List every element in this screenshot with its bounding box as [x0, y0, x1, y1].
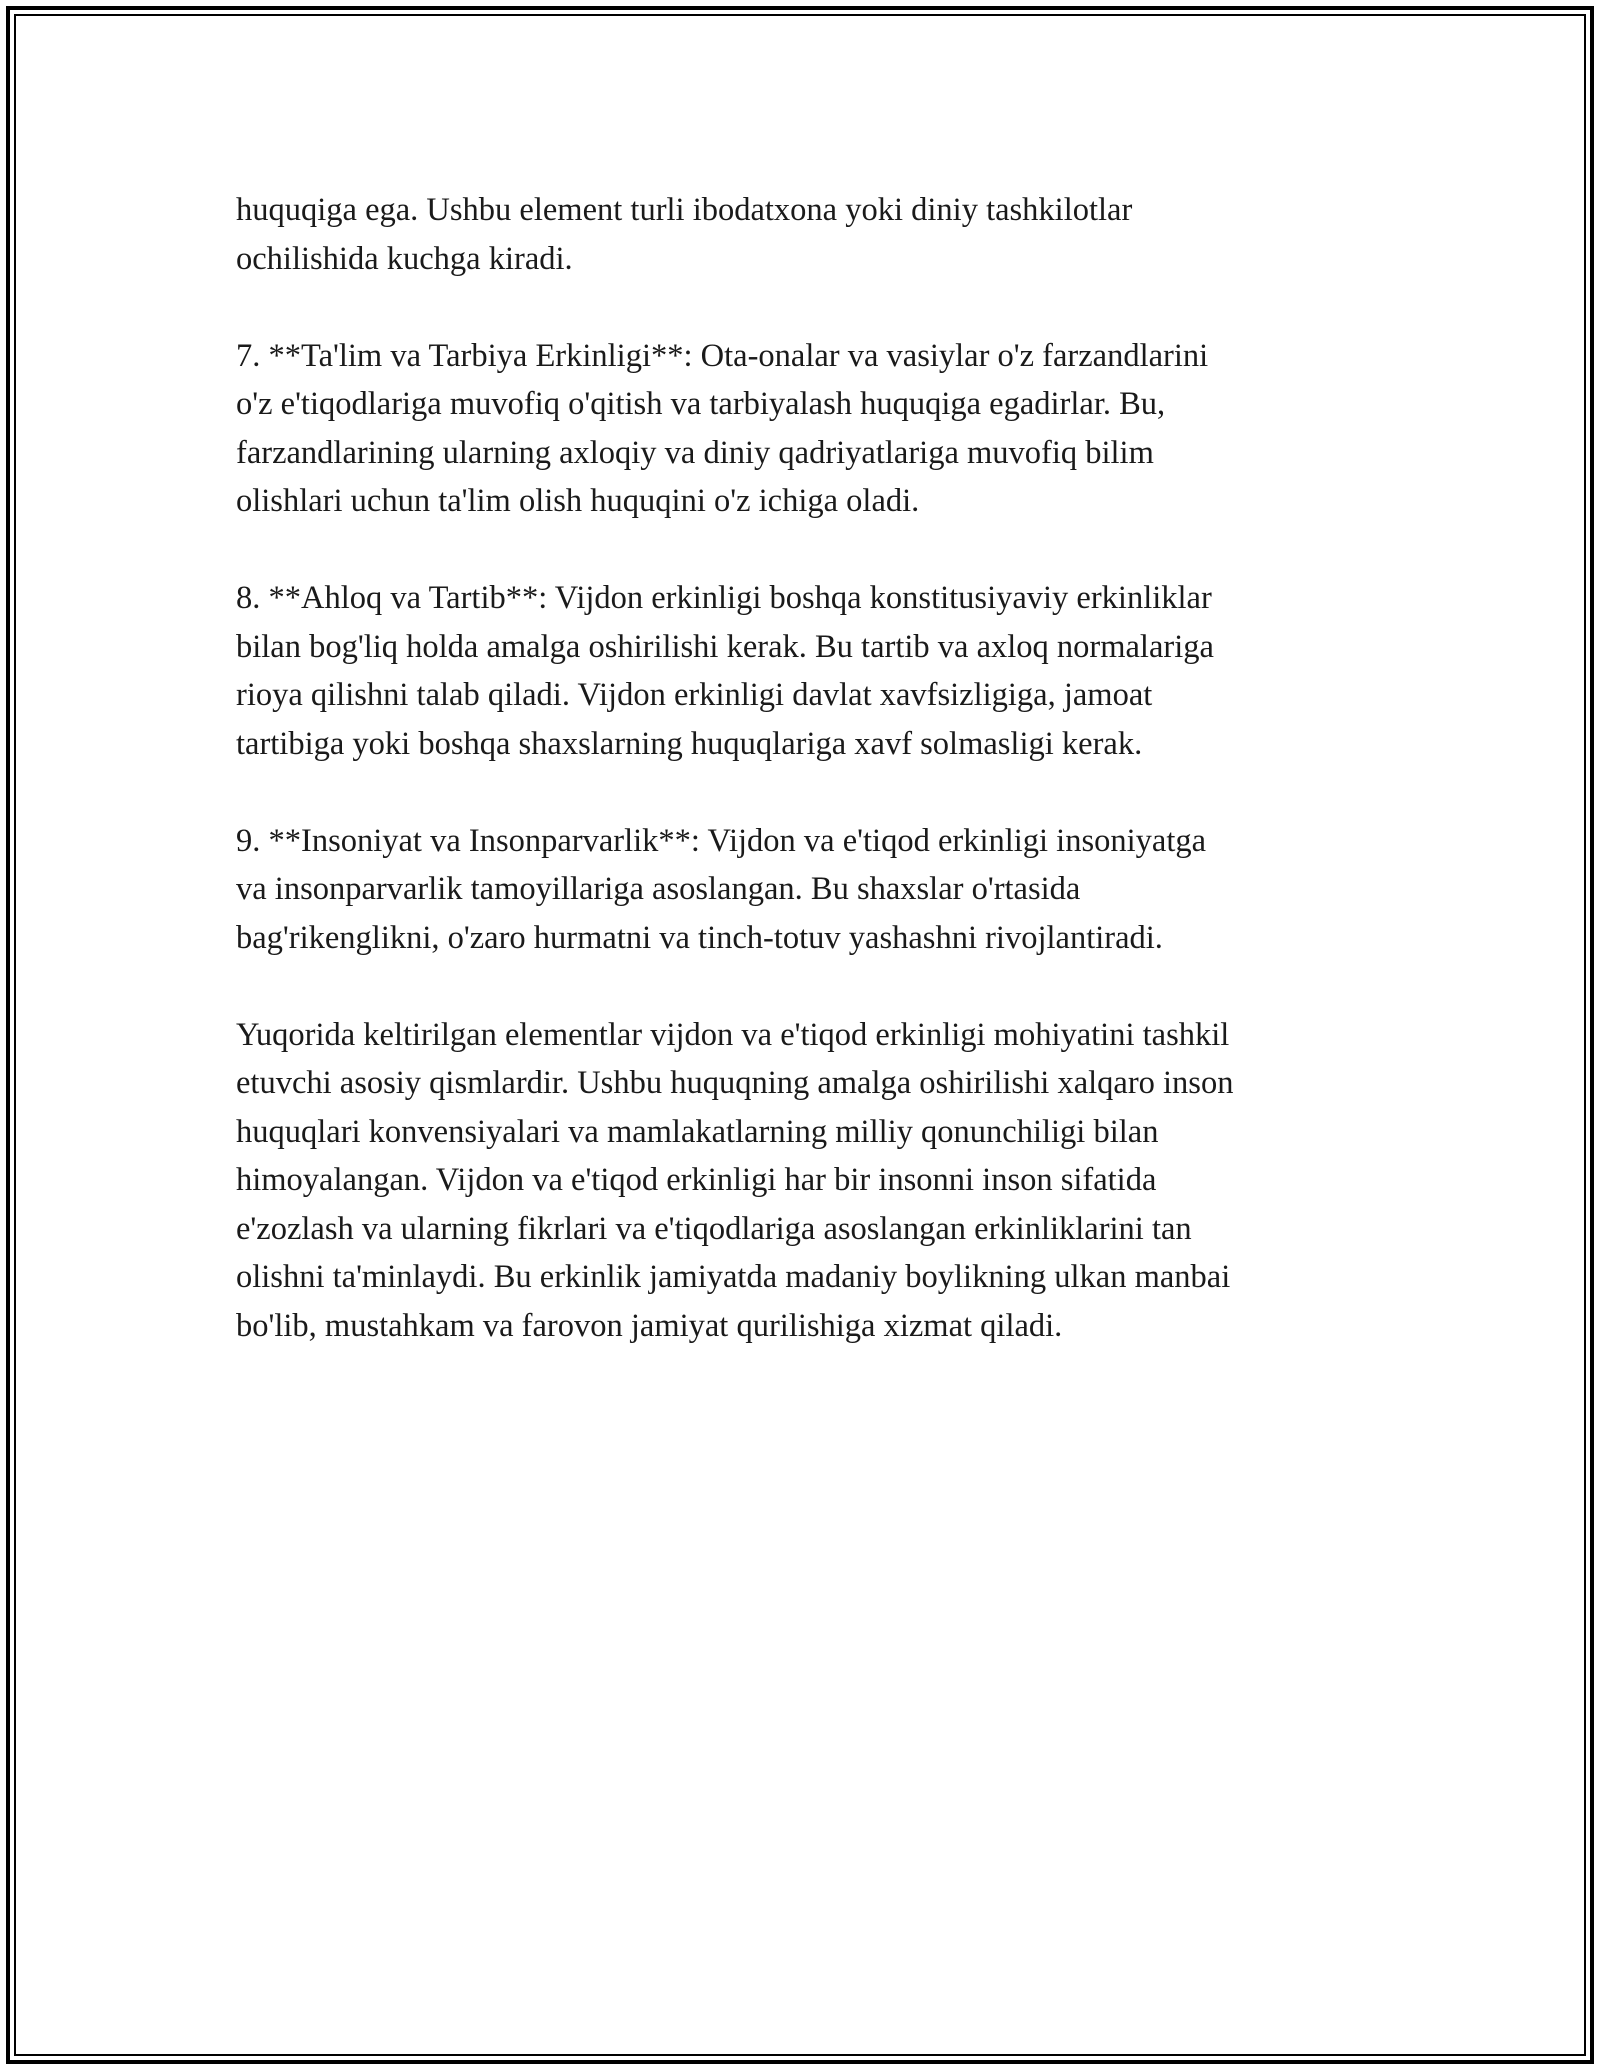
- text-line: 9. **Insoniyat va Insonparvarlik**: Vijdon va e'tiqod erkinligi insoniyatga: [236, 822, 1207, 859]
- text-line: rioya qilishni talab qiladi. Vijdon erkinligi davlat xavfsizligiga, jamoat: [236, 677, 1153, 713]
- text-line: e'zozlash va ularning fikrlari va e'tiqodlariga asoslangan erkinliklarini tan: [236, 1210, 1192, 1247]
- text-line: 8. **Ahloq va Tartib**: Vijdon erkinligi boshqa konstitusiyaviy erkinliklar: [236, 580, 1212, 616]
- text-line: olishlari uchun ta'lim olish huquqini o'z ichiga oladi.: [236, 483, 920, 519]
- text-line: Yuqorida keltirilgan elementlar vijdon va e'tiqod erkinligi mohiyatini tashkil: [236, 1016, 1230, 1053]
- text-line: himoyalangan. Vijdon va e'tiqod erkinligi har bir insonni inson sifatida: [236, 1162, 1157, 1198]
- text-line: farzandlarining ularning axloqiy va diniy qadriyatlariga muvofiq bilim: [236, 434, 1154, 471]
- paragraph-conclusion: [236, 1011, 1376, 1351]
- text-line: huquqlari konvensiyalari va mamlakatlarning milliy qonunchiligi bilan: [236, 1113, 1159, 1150]
- document-body: [236, 186, 1376, 1399]
- text-line: va insonparvarlik tamoyillariga asoslangan. Bu shaxslar o'rtasida: [236, 871, 1081, 907]
- text-line: etuvchi asosiy qismlardir. Ushbu huquqning amalga oshirilishi xalqaro inson: [236, 1065, 1234, 1101]
- text-line: bag'rikenglikni, o'zaro hurmatni va tinch-totuv yashashni rivojlantiradi.: [236, 919, 1163, 956]
- paragraph-continuation: [236, 186, 1376, 283]
- text-line: bo'lib, mustahkam va farovon jamiyat qurilishiga xizmat qiladi.: [236, 1307, 1063, 1344]
- text-line: olishni ta'minlaydi. Bu erkinlik jamiyatda madaniy boylikning ulkan manbai: [236, 1259, 1231, 1295]
- text-line: o'z e'tiqodlariga muvofiq o'qitish va tarbiyalash huquqiga egadirlar. Bu,: [236, 386, 1166, 422]
- text-line: 7. **Ta'lim va Tarbiya Erkinligi**: Ota-onalar va vasiylar o'z farzandlarini: [236, 337, 1209, 374]
- text-line: bilan bog'liq holda amalga oshirilishi kerak. Bu tartib va axloq normalariga: [236, 628, 1214, 665]
- text-line: huquqiga ega. Ushbu element turli ibodatxona yoki diniy tashkilotlar: [236, 192, 1133, 228]
- text-line: ochilishida kuchga kiradi.: [236, 240, 573, 277]
- text-line: tartibiga yoki boshqa shaxslarning huquqlariga xavf solmasligi kerak.: [236, 725, 1143, 762]
- paragraph-item-9: [236, 817, 1376, 963]
- paragraph-item-8: [236, 574, 1376, 768]
- paragraph-item-7: [236, 332, 1376, 526]
